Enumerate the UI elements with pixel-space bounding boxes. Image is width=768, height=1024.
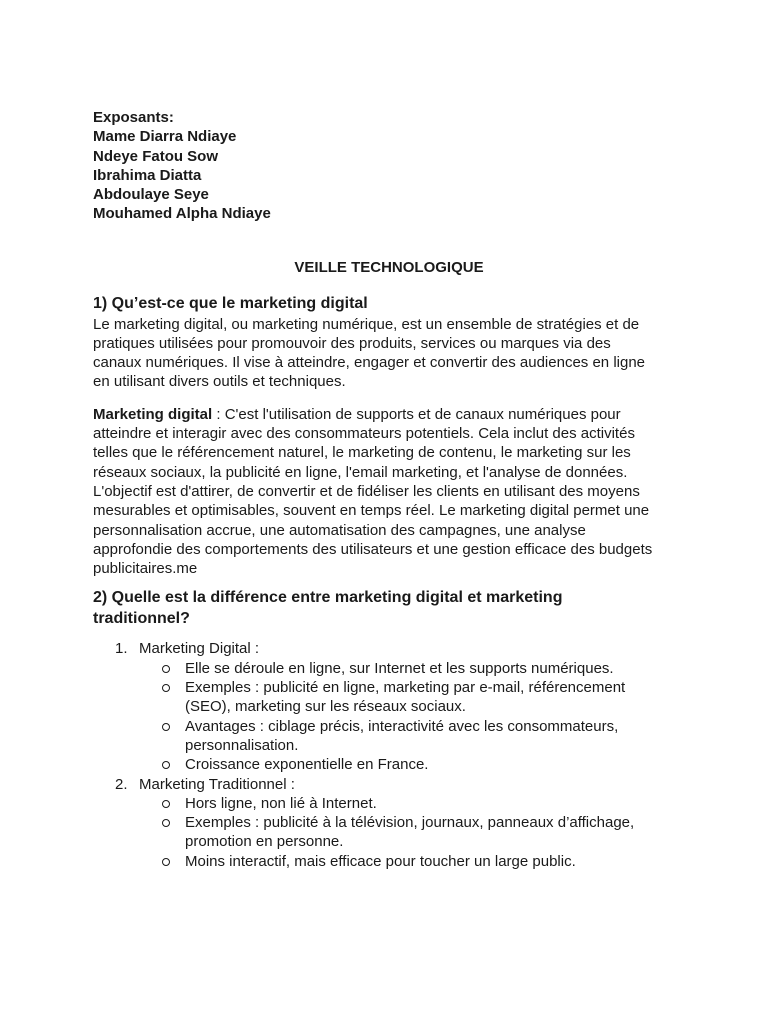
paragraph-line: mesurables et optimisables, souvent en temps réel. Le marketing digital permet une xyxy=(93,502,650,520)
sub-list-item xyxy=(139,659,693,678)
bullet-line: (SEO), marketing sur les réseaux sociaux. xyxy=(185,698,466,716)
comparison-list xyxy=(93,639,693,871)
heading-line: traditionnel? xyxy=(93,609,190,627)
paragraph-line: personnalisation accrue, une automatisation des campagnes, une analyse xyxy=(93,521,586,539)
paragraph-line: publicitaires.me xyxy=(93,560,198,578)
sub-list xyxy=(139,659,693,775)
hollow-circle-bullet-icon xyxy=(162,665,170,673)
list-number: 2. xyxy=(115,775,128,793)
bullet-line: promotion en personne. xyxy=(185,833,344,851)
term-bold: Marketing digital xyxy=(93,405,213,423)
sub-list-item xyxy=(139,813,693,852)
sub-list xyxy=(139,794,693,871)
sub-list-item xyxy=(139,755,693,774)
list-item-label: Marketing Traditionnel : xyxy=(139,775,295,793)
paragraph-line: Le marketing digital, ou marketing numérique, est un ensemble de stratégies et de xyxy=(93,315,640,333)
bullet-line: Exemples : publicité à la télévision, journaux, panneaux d’affichage, xyxy=(185,814,635,832)
hollow-circle-bullet-icon xyxy=(162,858,170,866)
section1-paragraph1 xyxy=(93,315,693,392)
bullet-line: Croissance exponentielle en France. xyxy=(185,756,429,774)
sub-list-item xyxy=(139,678,693,717)
document-title: VEILLE TECHNOLOGIQUE xyxy=(294,258,484,276)
section1-paragraph2 xyxy=(93,405,693,579)
bullet-line: Exemples : publicité en ligne, marketing par e-mail, référencement xyxy=(185,679,626,697)
paragraph-line: atteindre et interagir avec des consommateurs potentiels. Cela inclut des activités xyxy=(93,425,635,443)
hollow-circle-bullet-icon xyxy=(162,819,170,827)
author-name: Mame Diarra Ndiaye xyxy=(93,128,237,146)
bullet-line: Avantages : ciblage précis, interactivité avec les consommateurs, xyxy=(185,717,619,735)
authors-label: Exposants: xyxy=(93,109,174,126)
hollow-circle-bullet-icon xyxy=(162,723,170,731)
paragraph-line: en utilisant divers outils et techniques. xyxy=(93,373,346,391)
sub-list-item xyxy=(139,794,693,813)
author-name: Abdoulaye Seye xyxy=(93,186,209,204)
bullet-line: Moins interactif, mais efficace pour toucher un large public. xyxy=(185,852,576,870)
document-content xyxy=(93,108,693,871)
list-number: 1. xyxy=(115,640,128,658)
hollow-circle-bullet-icon xyxy=(162,800,170,808)
paragraph-line: L'objectif est d'attirer, de convertir et de fidéliser les clients en utilisant des moyens xyxy=(93,482,640,500)
paragraph-line: pratiques utilisées pour promouvoir des produits, services ou marques via des xyxy=(93,334,611,352)
list-item-label: Marketing Digital : xyxy=(139,640,260,658)
sub-list-item xyxy=(139,717,693,756)
hollow-circle-bullet-icon xyxy=(162,761,170,769)
paragraph-line: telles que le référencement naturel, le marketing de contenu, le marketing sur les xyxy=(93,444,631,462)
paragraph-line: réseaux sociaux, la publicité en ligne, l'email marketing, et l'analyse de données. xyxy=(93,463,628,481)
authors-block xyxy=(93,108,693,224)
bullet-line: Elle se déroule en ligne, sur Internet et les supports numériques. xyxy=(185,659,614,677)
bullet-line: Hors ligne, non lié à Internet. xyxy=(185,794,377,812)
list-item-digital xyxy=(93,639,693,774)
section2-heading xyxy=(93,588,693,629)
list-item-traditional xyxy=(93,775,693,871)
bullet-line: personnalisation. xyxy=(185,736,299,754)
paragraph-line: approfondie des comportements des utilisateurs et une gestion efficace des budgets xyxy=(93,540,653,558)
section1-heading: 1) Qu’est-ce que le marketing digital xyxy=(93,295,368,313)
author-name: Ibrahima Diatta xyxy=(93,166,202,184)
hollow-circle-bullet-icon xyxy=(162,684,170,692)
heading-line: 2) Quelle est la différence entre marketing digital et marketing xyxy=(93,589,563,607)
author-name: Mouhamed Alpha Ndiaye xyxy=(93,205,271,223)
paragraph-line xyxy=(93,405,693,424)
sub-list-item xyxy=(139,852,693,871)
paragraph-line: canaux numériques. Il vise à atteindre, engager et convertir des audiences en ligne xyxy=(93,354,646,372)
term-definition: : C'est l'utilisation de supports et de canaux numériques pour xyxy=(212,405,621,423)
author-name: Ndeye Fatou Sow xyxy=(93,147,219,165)
